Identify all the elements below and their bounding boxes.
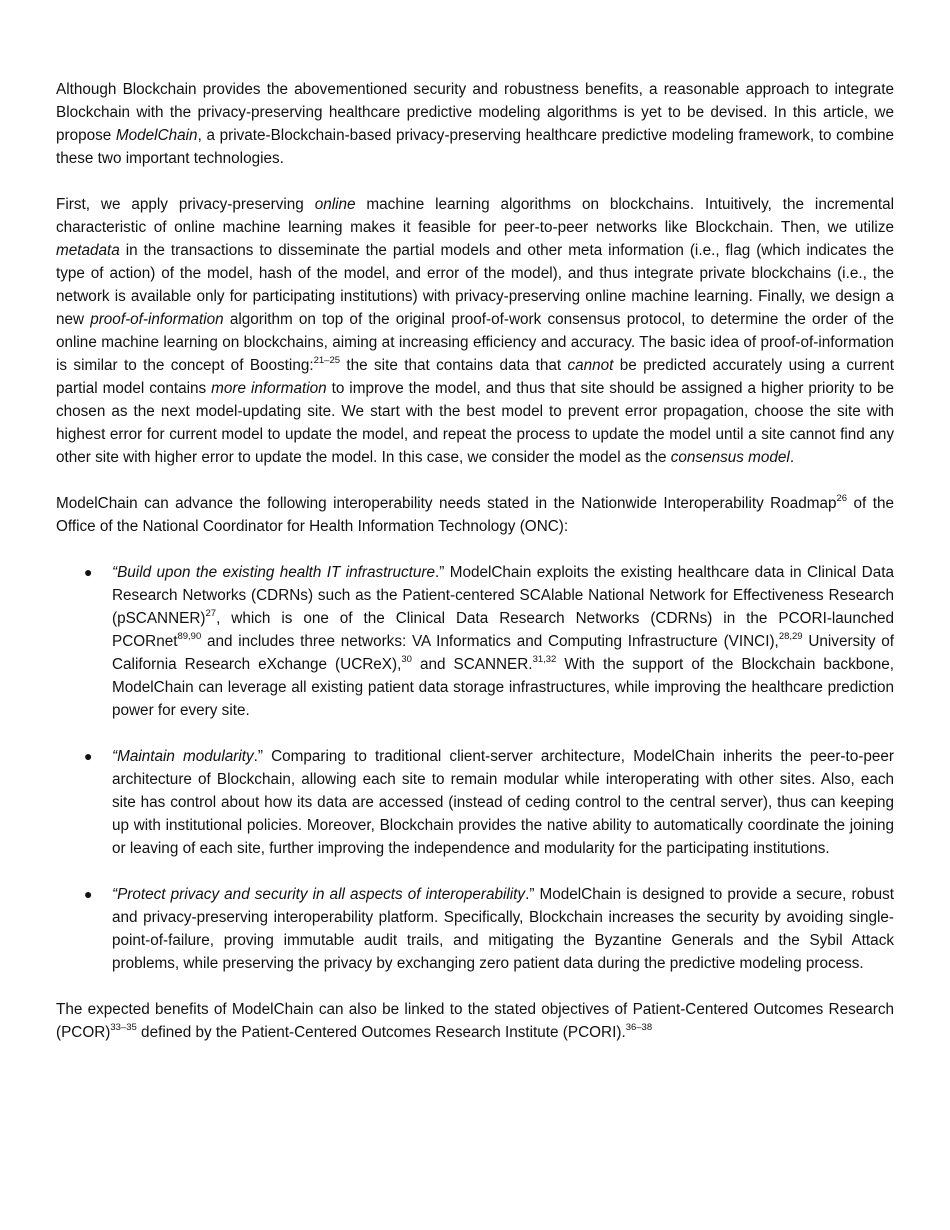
bullet-dot: ● (84, 886, 93, 902)
italic-quote: “Protect privacy and security in all aspects of interoperability (112, 886, 526, 903)
text-run: algorithm on top of the original proof-of-work consensus protocol, to determine the order of the online machine learning on blockchains, aiming at increasing efficiency and accuracy. The basic idea of proof-of-information is similar to the concept of Boosting: (56, 311, 894, 374)
interoperability-paragraph (56, 492, 894, 538)
list-item (56, 745, 894, 860)
text-run: . (789, 449, 795, 466)
text-run: .” ModelChain is designed to provide a secure, robust and privacy-preserving interoperability platform. Specifically, Blockchain increases the security by avoiding single-point-of-failure, proving immutable audit trails, and mitigating the Byzantine Generals and the Sybil Attack problems, while preserving the privacy by exchanging zero patient data during the predictive modeling process. (112, 886, 894, 972)
citation-superscript: 26 (836, 492, 848, 504)
citation-superscript: 31,32 (532, 653, 557, 665)
text-run: and SCANNER. (411, 656, 533, 673)
citation-superscript: 89,90 (177, 630, 202, 642)
method-paragraph (56, 193, 894, 469)
citation-superscript: 33–35 (110, 1021, 137, 1033)
benefits-paragraph (56, 998, 894, 1044)
citation-superscript: 30 (401, 653, 412, 665)
text-run: , a private-Blockchain-based privacy-preserving healthcare predictive modeling framework, to combine these two important technologies. (56, 127, 894, 167)
text-run: of the Office of the National Coordinator for Health Information Technology (ONC): (56, 495, 894, 535)
intro-paragraph (56, 78, 894, 170)
text-run: and includes three networks: VA Informatics and Computing Infrastructure (VINCI), (201, 633, 779, 650)
text-run: .” Comparing to traditional client-server architecture, ModelChain inherits the peer-to-peer architecture of Blockchain, allowing each site to remain modular while interoperating with other sites. Also, each site has control about how its data are accessed (instead of ceding control to the central server), thus can keeping up with institutional policies. Moreover, Blockchain provides the native ability to automatically coordinate the joining or leaving of each site, further improving the independence and modularity for the participating institutions. (112, 748, 894, 857)
text-run: to improve the model, and thus that site should be assigned a higher priority to be chosen as the next model-updating site. We start with the best model to prevent error propagation, choose the site with highest error for current model to update the model, and repeat the process to update the model until a site cannot find any other site with higher error to update the model. In this case, we consider the model as the (56, 380, 894, 466)
italic-quote: “Maintain modularity (112, 748, 254, 765)
text-run: .” ModelChain exploits the existing healthcare data in Clinical Data Research Networks (CDRNs) such as the Patient-centered SCAlable National Network for Effectiveness Research (pSCANNER) (112, 564, 894, 627)
italic-term: ModelChain (115, 127, 198, 144)
text-run: Although Blockchain provides the abovementioned security and robustness benefits, a reasonable approach to integrate Blockchain with the privacy-preserving healthcare predictive modeling algorithms is yet to be devised. In this article, we propose (56, 81, 894, 144)
italic-term: metadata (56, 242, 120, 259)
text-run: be predicted accurately using a current partial model contains (56, 357, 894, 397)
text-run: ModelChain can advance the following interoperability needs stated in the Nationwide Interoperability Roadmap (56, 495, 837, 512)
interoperability-list (56, 561, 894, 975)
text-run: , which is one of the Clinical Data Research Networks (CDRNs) in the PCORI-launched PCORnet (112, 610, 894, 650)
citation-superscript: 28,29 (778, 630, 803, 642)
citation-superscript: 21–25 (313, 354, 341, 366)
italic-term: cannot (567, 357, 614, 374)
bullet-dot: ● (84, 748, 93, 764)
bullet-dot: ● (84, 564, 93, 580)
italic-term: more information (211, 380, 327, 397)
text-run: The expected benefits of ModelChain can also be linked to the stated objectives of Patient-Centered Outcomes Research (PCOR) (56, 1001, 894, 1041)
text-run: defined by the Patient-Centered Outcomes Research Institute (PCORI). (136, 1024, 626, 1041)
italic-quote: “Build upon the existing health IT infrastructure (112, 564, 435, 581)
citation-superscript: 36–38 (625, 1021, 653, 1033)
list-item (56, 883, 894, 975)
italic-term: proof-of-information (90, 311, 224, 328)
list-item (56, 561, 894, 722)
text-run: the site that contains data that (340, 357, 568, 374)
citation-superscript: 27 (205, 607, 217, 619)
italic-term: online (314, 196, 356, 213)
italic-term: consensus model (670, 449, 790, 466)
text-run: machine learning algorithms on blockchains. Intuitively, the incremental characteristic of online machine learning makes it feasible for peer-to-peer networks like Blockchain. Then, we utilize (56, 196, 894, 236)
text-run: in the transactions to disseminate the partial models and other meta information (i.e., flag (which indicates the type of action) of the model, hash of the model, and error of the model), and thus integrate private blockchains (i.e., the network is available only for participating institutions) with privacy-preserving online machine learning. Finally, we design a new (56, 242, 894, 328)
text-run: University of California Research eXchange (UCReX), (112, 633, 894, 673)
text-run: With the support of the Blockchain backbone, ModelChain can leverage all existing patient data storage infrastructures, while improving the healthcare prediction power for every site. (112, 656, 894, 719)
document-body (56, 78, 894, 1067)
text-run: First, we apply privacy-preserving (56, 196, 315, 213)
